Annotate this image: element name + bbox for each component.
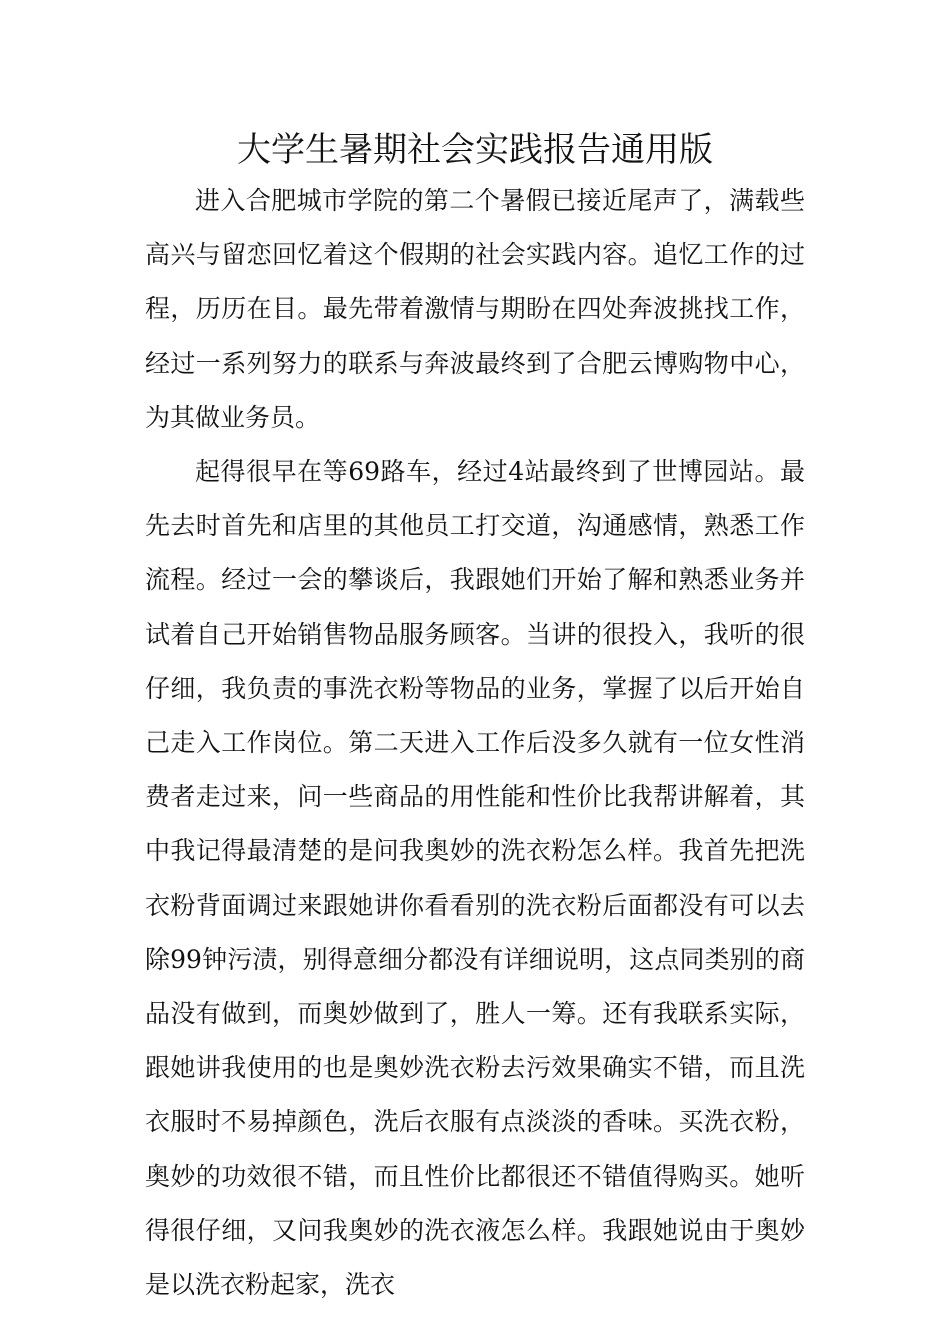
paragraph-1: 进入合肥城市学院的第二个暑假已接近尾声了，满载些高兴与留恋回忆着这个假期的社会实践内容。追忆工作的过程，历历在目。最先带着激情与期盼在四处奔波挑找工作，经过一系列努力的联系与奔波最终到了合肥云博购物中心，为其做业务员。: [145, 186, 805, 432]
paragraph-2: 起得很早在等69路车，经过4站最终到了世博园站。最先去时首先和店里的其他员工打交道，沟通感情，熟悉工作流程。经过一会的攀谈后，我跟她们开始了解和熟悉业务并试着自己开始销售物品服务顾客。当讲的很投入，我听的很仔细，我负责的事洗衣粉等物品的业务，掌握了以后开始自己走入工作岗位。第二天进入工作后没多久就有一位女性消费者走过来，问一些商品的用性能和性价比我帮讲解着，其中我记得最清楚的是问我奥妙的洗衣粉怎么样。我首先把洗衣粉背面调过来跟她讲你看看别的洗衣粉后面都没有可以去除99钟污渍，别得意细分都没有详细说明，这点同类别的商品没有做到，而奥妙做到了，胜人一筹。还有我联系实际，跟她讲我使用的也是奥妙洗衣粉去污效果确实不错，而且洗衣服时不易掉颜色，洗后衣服有点淡淡的香味。买洗衣粉，奥妙的功效很不错，而且性价比都很还不错值得购买。她听得很仔细，又问我奥妙的洗衣液怎么样。我跟她说由于奥妙是以洗衣粉起家，洗衣: [145, 457, 805, 1300]
document-body: [145, 174, 805, 1312]
document-title: 大学生暑期社会实践报告通用版: [237, 130, 713, 170]
